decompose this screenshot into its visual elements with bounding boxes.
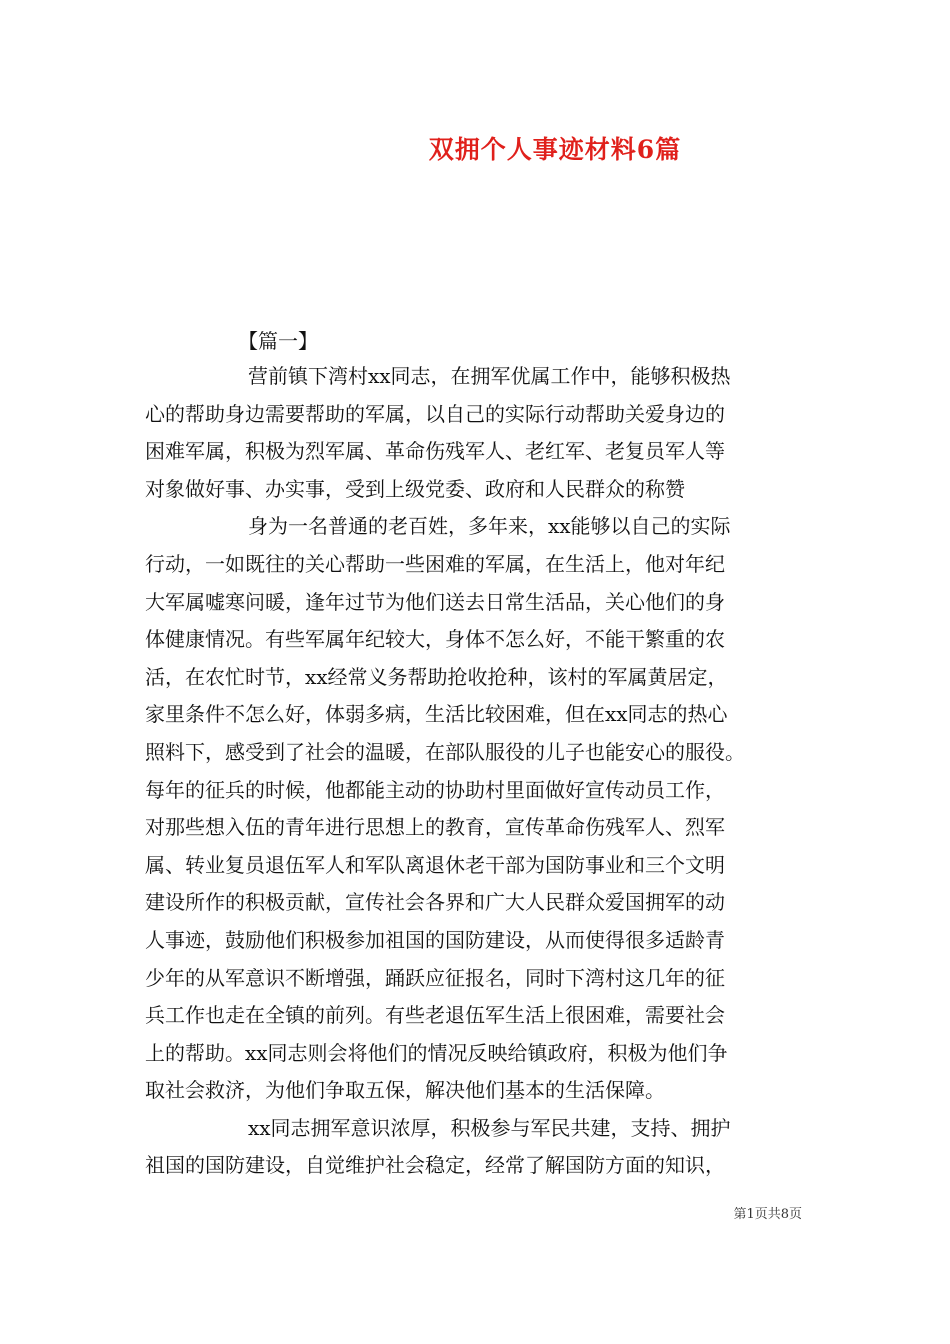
document-title: 双拥个人事迹材料6篇 — [428, 135, 682, 164]
text-line: 体健康情况。有些军属年纪较大，身体不怎么好，不能干繁重的农 — [145, 627, 725, 652]
text-line: 对象做好事、办实事，受到上级党委、政府和人民群众的称赞 — [145, 476, 685, 501]
text-line: 行动，一如既往的关心帮助一些困难的军属，在生活上，他对年纪 — [145, 551, 725, 576]
text-line: 建设所作的积极贡献，宣传社会各界和广大人民群众爱国拥军的动 — [145, 890, 725, 915]
text-line: 对那些想入伍的青年进行思想上的教育，宣传革命伤残军人、烈军 — [145, 815, 725, 840]
text-line: 人事迹，鼓励他们积极参加祖国的国防建设，从而使得很多适龄青 — [145, 927, 725, 952]
page-number: 第1页共8页 — [733, 1207, 802, 1222]
text-line: 取社会救济，为他们争取五保，解决他们基本的生活保障。 — [145, 1078, 665, 1103]
text-line: 身为一名普通的老百姓，多年来，xx能够以自己的实际 — [248, 514, 731, 539]
text-line: 困难军属，积极为烈军属、革命伤残军人、老红军、老复员军人等 — [145, 439, 725, 464]
text-line: 照料下，感受到了社会的温暖，在部队服役的儿子也能安心的服役。 — [145, 739, 745, 764]
text-line: 心的帮助身边需要帮助的军属，以自己的实际行动帮助关爱身边的 — [145, 401, 725, 426]
text-line: 少年的从军意识不断增强，踊跃应征报名，同时下湾村这几年的征 — [145, 965, 725, 990]
text-line: 家里条件不怎么好，体弱多病，生活比较困难，但在xx同志的热心 — [145, 702, 728, 727]
text-line: xx同志拥军意识浓厚，积极参与军民共建，支持、拥护 — [248, 1115, 731, 1140]
text-line: 每年的征兵的时候，他都能主动的协助村里面做好宣传动员工作， — [145, 777, 725, 802]
text-line: 营前镇下湾村xx同志，在拥军优属工作中，能够积极热 — [248, 364, 731, 388]
text-line: 兵工作也走在全镇的前列。有些老退伍军生活上很困难，需要社会 — [145, 1003, 725, 1028]
text-line: 活，在农忙时节，xx经常义务帮助抢收抢种，该村的军属黄居定， — [145, 664, 728, 689]
text-line: 属、转业复员退伍军人和军队离退休老干部为国防事业和三个文明 — [145, 852, 725, 877]
section-heading: 【篇一】 — [238, 329, 318, 353]
document-body — [145, 358, 813, 1185]
text-line: 大军属嘘寒问暖，逢年过节为他们送去日常生活品，关心他们的身 — [145, 589, 725, 614]
text-line: 上的帮助。xx同志则会将他们的情况反映给镇政府，积极为他们争 — [145, 1040, 728, 1065]
text-line: 祖国的国防建设，自觉维护社会稳定，经常了解国防方面的知识， — [145, 1153, 725, 1178]
